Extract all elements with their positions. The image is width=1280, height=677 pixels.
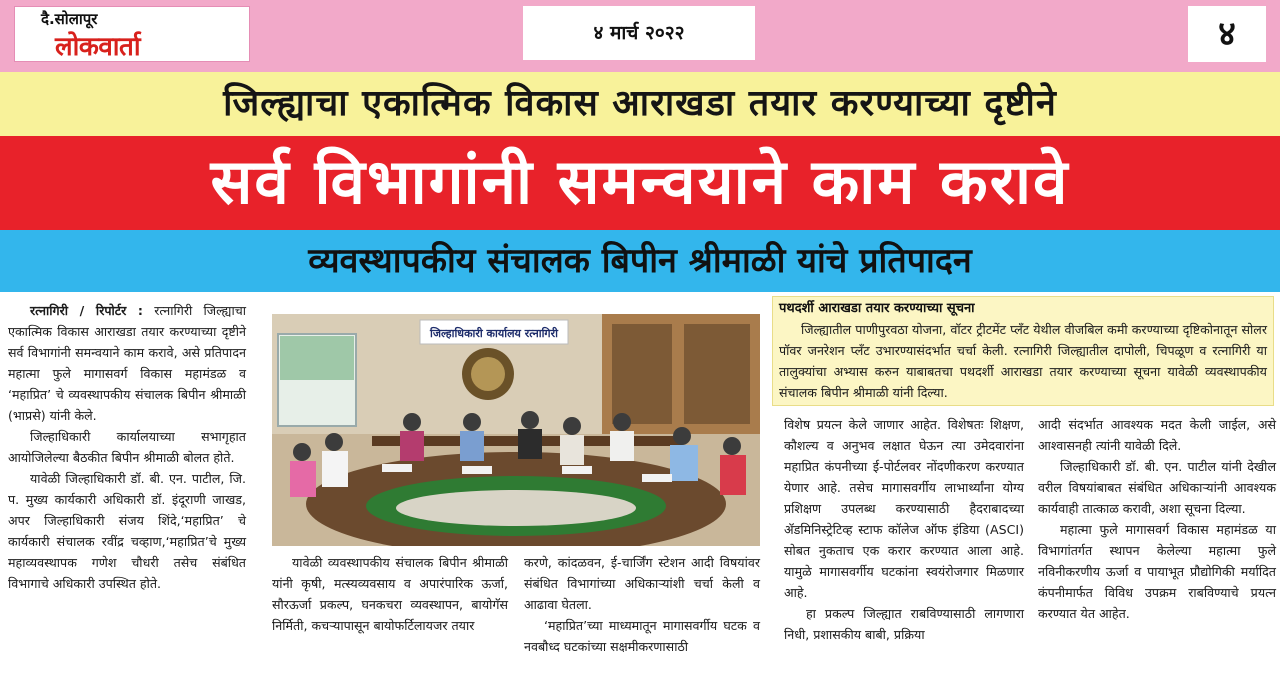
article-paragraph: करणे, कांदळवन, ई-चार्जिंग स्टेशन आदी विषयांवर संबंधित विभागांच्या अधिकाऱ्यांशी चर्चा केली व आढावा घेतला. [524,555,760,612]
article-column-2a [272,552,508,636]
article-paragraph [8,300,246,426]
photo-banner: जिल्हाधिकारी कार्यालय रत्नागिरी [430,327,558,340]
brand-name: लोकवार्ता [55,32,141,62]
article-column-1 [8,300,246,594]
main-headline-band [0,136,1280,230]
newspaper-logo [14,6,250,62]
sub-headline-band [0,230,1280,292]
sub-headline: व्यवस्थापकीय संचालक बिपीन श्रीमाळी यांचे प्रतिपादन [308,241,972,281]
article-column-3 [784,414,1024,645]
meeting-photo-illustration [272,314,760,546]
dateline: रत्नागिरी / रिपोर्टर : [30,303,143,318]
highlight-box-title: पथदर्शी आराखडा तयार करण्याच्या सूचना [779,301,975,316]
article-paragraph: विशेष प्रयत्न केले जाणार आहेत. विशेषतः शिक्षण, कौशल्य व अनुभव लक्षात घेऊन त्या उमेदवारांना महाप्रित कंपनीच्या ई-पोर्टलवर नोंदणीकरण करण्यात येणार आहे. तसेच मागासवर्गीय लाभार्थ्यांना योग्य प्रशिक्षण उपलब्ध करण्यासाठी हैदराबादच्या ॲडमिनिस्ट्रेटिव्ह स्टाफ कॉलेज ऑफ इंडिया (ASCI) सोबत नुकताच एक करार करण्यात आला आहे. यामुळे मागासवर्गीय घटकांना स्वयंरोजगार मिळणार आहे. [784,417,1024,600]
brand-prefix: दै.सोलापूर [41,10,98,28]
masthead [0,0,1280,72]
highlight-box [772,296,1274,406]
article-paragraph: जिल्हाधिकारी डॉ. बी. एन. पाटील यांनी देखील वरील विषयांबाबत संबंधित अधिकाऱ्यांनी आवश्यक कार्यवाही तात्काळ करावी, अशा सूचना दिल्या. [1038,459,1276,516]
meeting-photo [272,314,760,546]
upper-headline: जिल्ह्याचा एकात्मिक विकास आराखडा तयार करण्याच्या दृष्टीने [223,83,1057,124]
article-paragraph: हा प्रकल्प जिल्ह्यात राबविण्यासाठी लागणारा निधी, प्रशासकीय बाबी, प्रक्रिया [784,606,1024,642]
article-paragraph: जिल्हाधिकारी कार्यालयाच्या सभागृहात आयोजिलेल्या बैठकीत बिपीन श्रीमाळी बोलत होते. [8,429,246,465]
page-number-box [1188,6,1266,62]
upper-headline-band [0,72,1280,136]
article-paragraph: यावेळी व्यवस्थापकीय संचालक बिपीन श्रीमाळी यांनी कृषी, मत्स्यव्यवसाय व अपारंपारिक ऊर्जा, सौरऊर्जा प्रकल्प, घनकचरा व्यवस्थापन, बायोगॅस निर्मिती, कचऱ्यापासून बायोफर्टिलायजर तयार [272,555,508,633]
page-number: ४ [1218,14,1236,54]
paragraph-text: रत्नागिरी जिल्ह्याचा एकात्मिक विकास आराखडा तयार करण्याच्या दृष्टीने सर्व विभागांनी समन्वयाने काम करावे, असे प्रतिपादन महात्मा फुले मागासवर्ग विकास महामंडळ व ‘महाप्रित’ चे व्यवस्थापकीय संचालक बिपीन श्रीमाळी (भाप्रसे) यांनी केले. [8,303,246,423]
main-headline: सर्व विभागांनी समन्वयाने काम करावे [210,145,1070,218]
article-column-4 [1038,414,1276,624]
article-column-2b [524,552,760,657]
article-paragraph: यावेळी जिल्हाधिकारी डॉ. बी. एन. पाटील, जि. प. मुख्य कार्यकारी अधिकारी डॉ. इंदूराणी जाखड, अपर जिल्हाधिकारी संजय शिंदे,‘महाप्रित’ चे कार्यकारी संचालक रवींद्र चव्हाण,‘महाप्रित’चे मुख्य महाव्यवस्थापक गणेश चौधरी तसेच संबंधित विभागाचे अधिकारी उपस्थित होते. [8,471,246,591]
highlight-box-body: जिल्ह्यातील पाणीपुरवठा योजना, वॉटर ट्रीटमेंट प्लँट येथील वीजबिल कमी करण्याच्या दृष्टिकोनातून सोलर पॉवर जनरेशन प्लँट उभारण्यासंदर्भात चर्चा केली. रत्नागिरी जिल्ह्यातील दापोली, चिपळूण व रत्नागिरी या तालुक्यांचा अभ्यास करुन याबाबतचा पथदर्शी आराखडा तयार करण्याच्या सूचना यावेळी व्यवस्थापकीय संचालक बिपीन श्रीमाळी यांनी दिल्या. [779,322,1267,400]
article-paragraph: आदी संदर्भात आवश्यक मदत केली जाईल, असे आश्वासनही त्यांनी यावेळी दिले. [1038,417,1276,453]
article-paragraph: ‘महाप्रित’च्या माध्यमातून मागासवर्गीय घटक व नवबौध्द घटकांच्या सक्षमीकरणासाठी [524,618,760,654]
issue-date: ४ मार्च २०२२ [593,22,685,44]
article-paragraph: महात्मा फुले मागासवर्ग विकास महामंडळ या विभागांतर्गत स्थापन केलेल्या महात्मा फुले नविनीकरणीय ऊर्जा व पायाभूत प्रौद्योगिकी मर्यादित कंपनीमार्फत विविध उपक्रम राबविण्याचे प्रयत्न करण्यात येत आहेत. [1038,522,1276,621]
date-box [523,6,755,60]
